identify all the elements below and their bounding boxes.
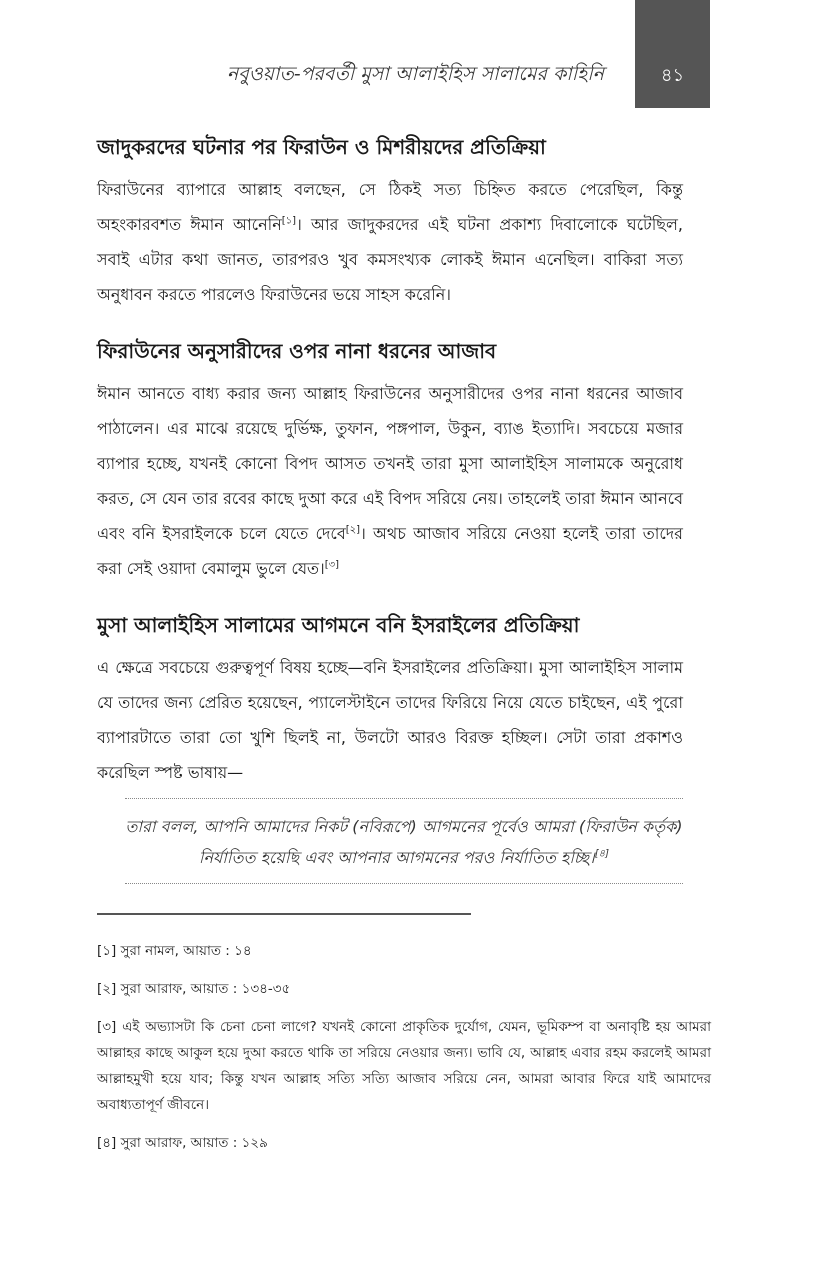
section-paragraph-1	[97, 172, 683, 312]
quranic-quote	[125, 798, 683, 884]
quote-text	[125, 811, 683, 873]
page-number-tab	[635, 0, 710, 108]
footnote-divider	[97, 913, 471, 915]
main-content	[97, 130, 683, 884]
footnote-3: [৩] এই অভ্যাসটা কি চেনা চেনা লাগে? যখনই কোনো প্রাকৃতিক দুর্যোগ, যেমন, ভূমিকম্প বা অনাবৃষ্টি হয় আমরা আল্লাহর কাছে আকুল হয়ে দুআ করতে থাকি তা সরিয়ে নেওয়ার জন্য। ভাবি যে, আল্লাহ এবার রহম করলেই আমরা আল্লাহমুখী হয়ে যাব; কিন্তু যখন আল্লাহ সত্যি সত্যি আজাব সরিয়ে নেন, আমরা আবার ফিরে যাই আমাদের অবাধ্যতাপূর্ণ জীবনে।	[97, 1019, 711, 1113]
page-number: ৪১	[660, 65, 685, 86]
paragraph-text: ঈমান আনতে বাধ্য করার জন্য আল্লাহ ফিরাউনের অনুসারীদের ওপর নানা ধরনের আজাব পাঠালেন। এর মাঝে রয়েছে দুর্ভিক্ষ, তুফান, পঙ্গপাল, উকুন, ব্যাঙ ইত্যাদি। সবচেয়ে মজার ব্যাপার হচ্ছে, যখনই কোনো বিপদ আসত তখনই তারা মুসা আলাইহিস সালামকে অনুরোধ করত, সে যেন তার রবের কাছে দুআ করে এই বিপদ সরিয়ে নেয়। তাহলেই তারা ঈমান আনবে এবং বনি ইসরাইলকে চলে যেতে দেবে	[97, 384, 683, 543]
running-title: নবুওয়াত-পরবর্তী মুসা আলাইহিস সালামের কাহিনি	[226, 63, 604, 85]
footnote-ref-1[interactable]: [১]	[281, 215, 297, 227]
quote-body: তারা বলল, আপনি আমাদের নিকট (নবিরূপে) আগমনের পূর্বেও আমরা (ফিরাউন কর্তৃক) নির্যাতিত হয়েছি এবং আপনার আগমনের পরও নির্যাতিত হচ্ছি।	[125, 817, 683, 867]
section-paragraph-3: এ ক্ষেত্রে সবচেয়ে গুরুত্বপূর্ণ বিষয় হচ্ছে—বনি ইসরাইলের প্রতিক্রিয়া। মুসা আলাইহিস সালাম যে তাদের জন্য প্রেরিত হয়েছেন, প্যালেস্টাইনে তাদের ফিরিয়ে নিয়ে যেতে চাইছেন, এই পুরো ব্যাপারটাতে তারা তো খুশি ছিলই না, উলটো আরও বিরক্ত হচ্ছিল। সেটা তারা প্রকাশও করেছিল স্পষ্ট ভাষায়—	[97, 658, 683, 782]
footnote-ref-3[interactable]: [৩]	[324, 559, 340, 571]
footnote-1: [১] সুরা নামল, আয়াত : ১৪	[97, 943, 252, 959]
footnotes	[97, 938, 711, 1168]
footnote-ref-4[interactable]: [৪]	[594, 848, 610, 860]
section-heading-2: ফিরাউনের অনুসারীদের ওপর নানা ধরনের আজাব	[97, 339, 497, 363]
paragraph-text: ফিরাউনের ব্যাপারে আল্লাহ বলছেন, সে ঠিকই সত্য চিহ্নিত করতে পেরেছিল, কিন্তু অহংকারবশত ঈমান আনেনি	[97, 180, 683, 234]
section-heading-1: জাদুকরদের ঘটনার পর ফিরাউন ও মিশরীয়দের প্রতিক্রিয়া	[97, 135, 546, 159]
section-heading-3: মুসা আলাইহিস সালামের আগমনে বনি ইসরাইলের প্রতিক্রিয়া	[97, 613, 580, 637]
footnote-2: [২] সুরা আরাফ, আয়াত : ১৩৪-৩৫	[97, 981, 291, 997]
section-paragraph-2	[97, 376, 683, 586]
paragraph-text: । আর জাদুকরদের এই ঘটনা প্রকাশ্য দিবালোকে ঘটেছিল, সবাই এটার কথা জানত, তারপরও খুব কমসংখ্যক লোকই ঈমান এনেছিল। বাকিরা সত্য অনুধাবন করতে পারলেও ফিরাউনের ভয়ে সাহস করেনি।	[97, 215, 684, 304]
footnote-4: [৪] সুরা আরাফ, আয়াত : ১২৯	[97, 1135, 268, 1151]
footnote-ref-2[interactable]: [২]	[345, 524, 361, 536]
paragraph-text: । অথচ আজাব সরিয়ে নেওয়া হলেই তারা তাদের করা সেই ওয়াদা বেমালুম ভুলে যেত।	[97, 524, 683, 578]
